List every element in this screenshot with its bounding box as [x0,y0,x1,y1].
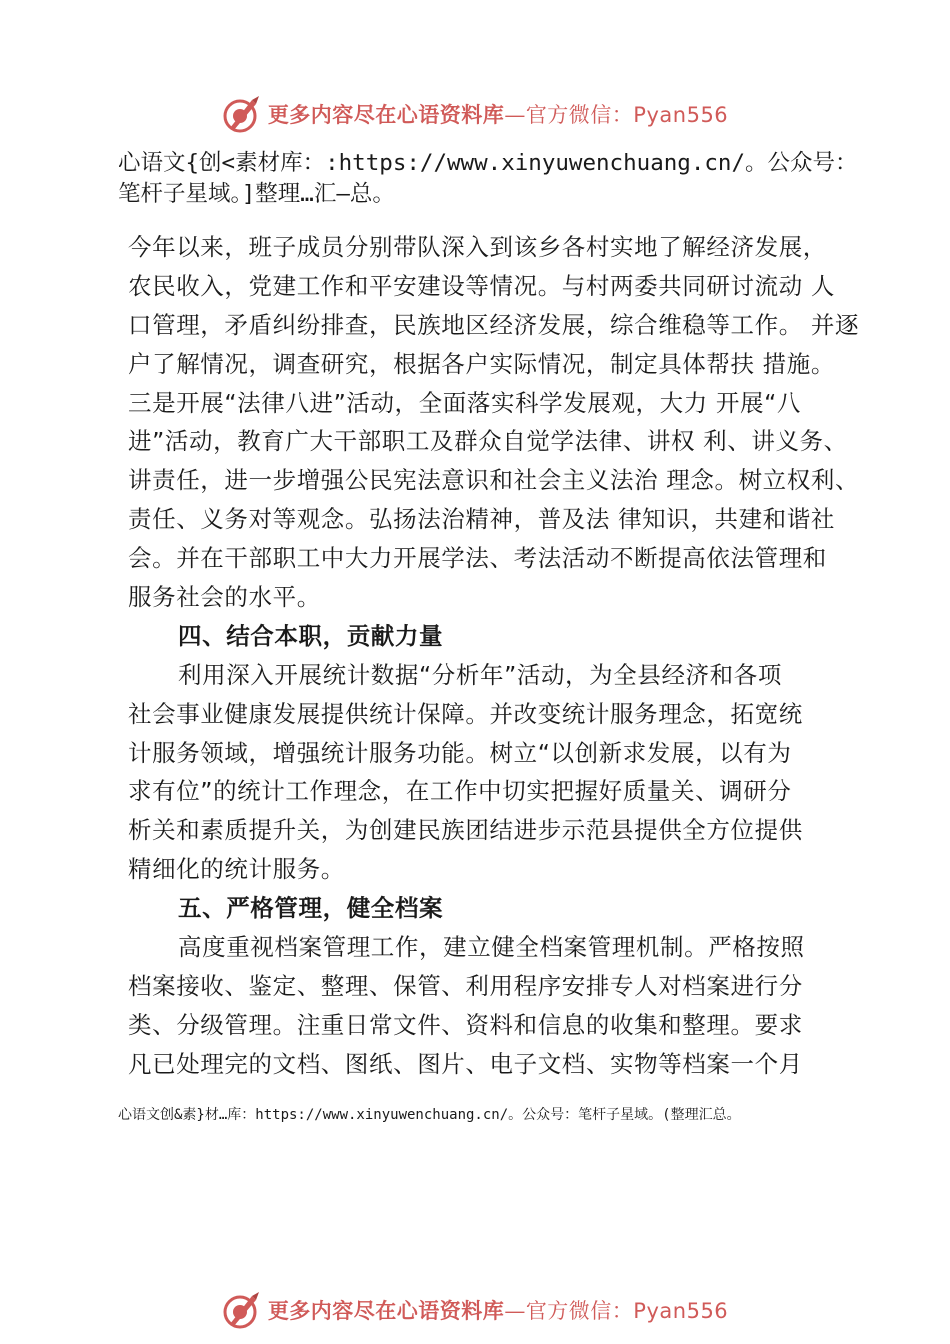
banner-text: 更多内容尽在心语资料库—官方微信：Pyan556 [267,102,729,127]
watermark-top: 心语文{创<素材库：:https://www.xinyuwenchuang.cn/。公众号：笔杆子星域。]整理…汇—总。 [118,150,858,207]
footer-banner [0,1288,950,1332]
paragraph-line: 精细化的统计服务。 [128,855,345,884]
quill-logo-icon [222,94,262,134]
section-heading: 四、结合本职，贡献力量 [178,621,444,650]
paragraph-line: 进”活动，教育广大干部职工及群众自觉学法律、讲权 利、讲义务、 [128,427,848,456]
paragraph-line: 讲责任，进一步增强公民宪法意识和社会主义法治 理念。树立权利、 [128,466,860,495]
paragraph-line: 今年以来，班子成员分别带队深入到该乡各村实地了解经济发展， [128,233,827,261]
document-body [128,228,868,1084]
section-heading: 五、严格管理，健全档案 [178,894,444,923]
paragraph-line: 服务社会的水平。 [128,583,321,612]
header-banner [0,92,950,136]
paragraph-line: 农民收入，党建工作和平安建设等情况。与村两委共同研讨流动 人 [128,271,835,300]
paragraph-line: 类、分级管理。注重日常文件、资料和信息的收集和整理。要求 [128,1010,803,1039]
paragraph-line: 三是开展“法律八进”活动，全面落实科学发展观，大力 开展“八 [128,388,801,417]
paragraph-line: 户了解情况，调查研究，根据各户实际情况，制定具体帮扶 措施。 [128,349,835,378]
paragraph-line: 会。并在干部职工中大力开展学法、考法活动不断提高依法管理和 [128,544,827,573]
paragraph-line: 计服务领域，增强统计服务功能。树立“以创新求发展，以有为 [128,738,792,767]
quill-logo-icon [222,1290,262,1330]
paragraph-line: 口管理，矛盾纠纷排查，民族地区经济发展，综合维稳等工作。 并逐 [128,310,860,339]
paragraph-line: 凡已处理完的文档、图纸、图片、电子文档、实物等档案一个月 [128,1049,803,1078]
paragraph-line: 责任、义务对等观念。弘扬法治精神，普及法 律知识，共建和谐社 [128,505,835,534]
banner-text: 更多内容尽在心语资料库—官方微信：Pyan556 [267,1298,729,1323]
paragraph-line: 社会事业健康发展提供统计保障。并改变统计服务理念，拓宽统 [128,699,803,728]
paragraph-line: 求有位”的统计工作理念，在工作中切实把握好质量关、调研分 [128,777,792,806]
paragraph-line: 利用深入开展统计数据“分析年”活动，为全县经济和各项 [178,660,782,689]
paragraph-line: 档案接收、鉴定、整理、保管、利用程序安排专人对档案进行分 [128,971,803,1000]
paragraph-line: 高度重视档案管理工作，建立健全档案管理机制。严格按照 [178,933,805,962]
paragraph-line: 析关和素质提升关，为创建民族团结进步示范县提供全方位提供 [128,816,803,845]
watermark-footer: 心语文创&素}材…库：https://www.xinyuwenchuang.cn/。公众号：笔杆子星域。(整理汇总。 [118,1107,741,1123]
